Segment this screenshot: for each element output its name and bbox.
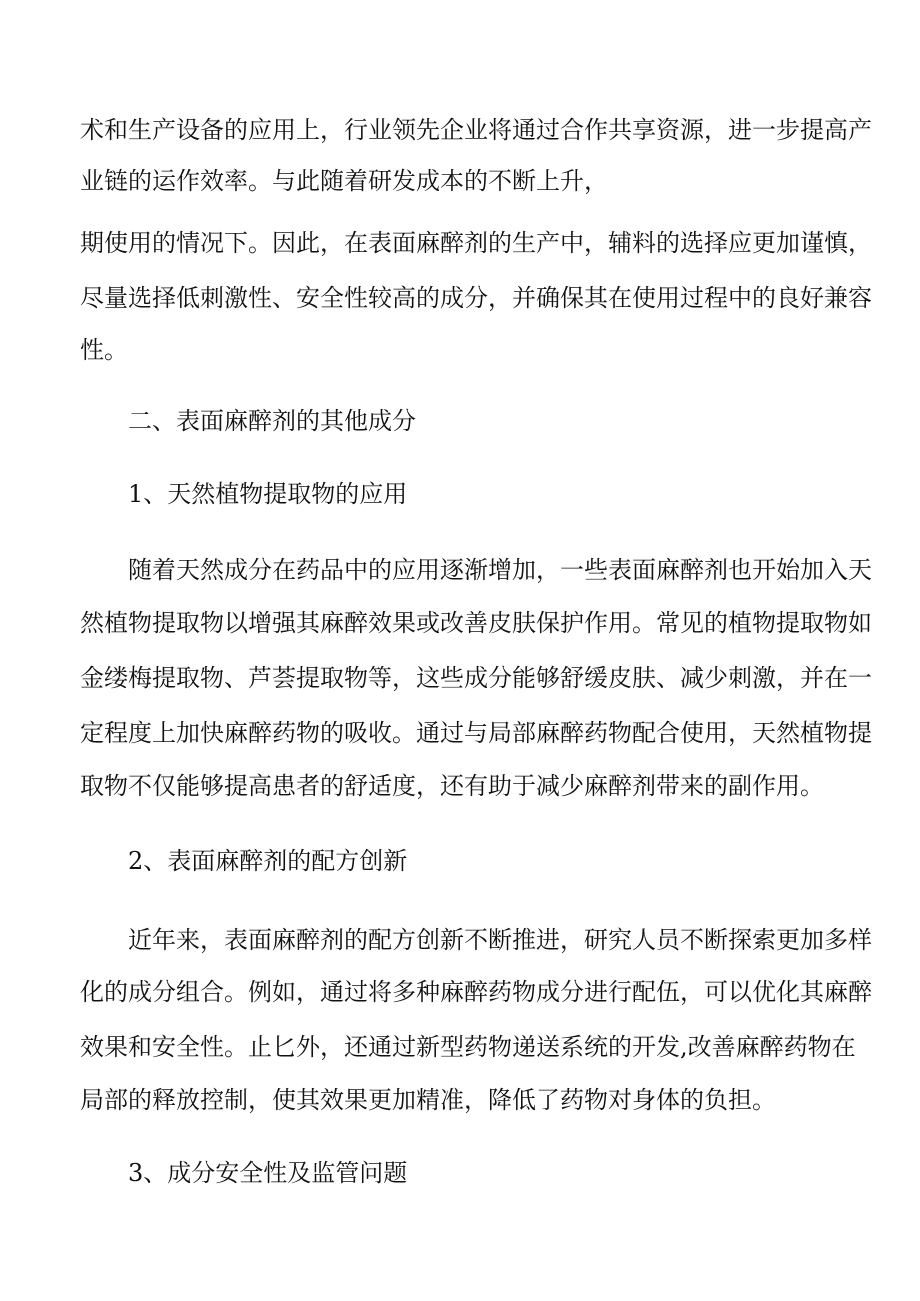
paragraph-line: 取物不仅能够提高患者的舒适度，还有助于减少麻醉剂带来的副作用。 (80, 772, 824, 800)
paragraph-line: 局部的释放控制，使其效果更加精准，降低了药物对身体的负担。 (80, 1086, 776, 1114)
paragraph-line: 尽量选择低刺激性、安全性较高的成分，并确保其在使用过程中的良好兼容 (80, 284, 872, 312)
paragraph-line: 化的成分组合。例如，通过将多种麻醉药物成分进行配伍，可以优化其麻醉 (80, 978, 872, 1006)
subsection-heading: 3、成分安全性及监管问题 (128, 1159, 408, 1187)
paragraph-line: 近年来，表面麻醉剂的配方创新不断推进，研究人员不断探索更加多样 (128, 926, 872, 954)
section-heading: 二、表面麻醉剂的其他成分 (128, 407, 416, 435)
paragraph-line: 定程度上加快麻醉药物的吸收。通过与局部麻醉药物配合使用，天然植物提 (80, 719, 872, 747)
paragraph-line: 效果和安全性。止匕外，还通过新型药物递送系统的开发,改善麻醉药物在 (80, 1033, 856, 1061)
paragraph-line: 性。 (80, 336, 128, 364)
paragraph-line: 然植物提取物以增强其麻醉效果或改善皮肤保护作用。常见的植物提取物如 (80, 609, 872, 637)
paragraph-line: 术和生产设备的应用上，行业领先企业将通过合作共享资源，进一步提高产 (80, 116, 872, 144)
subsection-heading: 1、天然植物提取物的应用 (128, 480, 408, 508)
subsection-heading: 2、表面麻醉剂的配方创新 (128, 847, 408, 875)
paragraph-line: 金缕梅提取物、芦荟提取物等，这些成分能够舒缓皮肤、减少刺激，并在一 (80, 664, 872, 692)
paragraph-line: 随着天然成分在药品中的应用逐渐增加，一些表面麻醉剂也开始加入天 (128, 556, 872, 584)
paragraph-line: 期使用的情况下。因此，在表面麻醉剂的生产中，辅料的选择应更加谨慎， (80, 229, 872, 257)
paragraph-line: 业链的运作效率。与此随着研发成本的不断上升， (80, 167, 608, 195)
